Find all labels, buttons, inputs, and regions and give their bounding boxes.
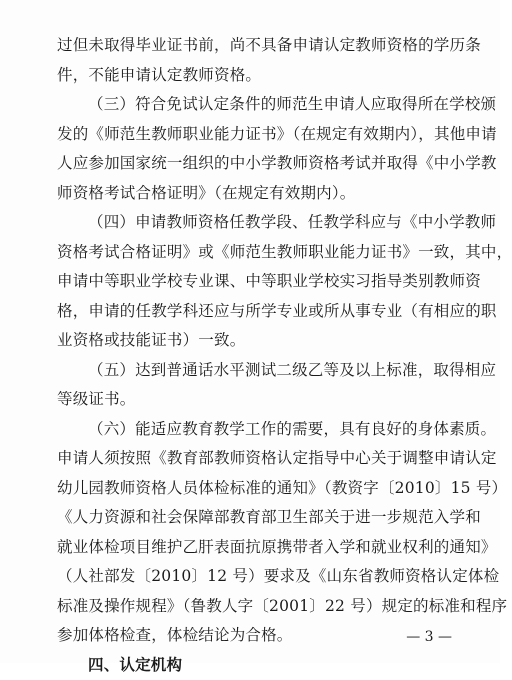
paragraph-start-line: （六）能适应教育教学工作的需要，具有良好的身体素质。 xyxy=(57,415,457,445)
text-line: 申请人须按照《教育部教师资格认定指导中心关于调整申请认定 xyxy=(57,444,457,474)
text-line: 师资格考试合格证明》（在规定有效期内）。 xyxy=(57,179,457,209)
text-line: 《人力资源和社会保障部教育部卫生部关于进一步规范入学和 xyxy=(57,503,457,533)
paragraph-start-line: （五）达到普通话水平测试二级乙等及以上标准，取得相应 xyxy=(57,356,457,386)
text-line: 等级证书。 xyxy=(57,385,457,415)
text-line: 就业体检项目维护乙肝表面抗原携带者入学和就业权利的通知》 xyxy=(57,533,457,563)
section-heading: 四、认定机构 xyxy=(57,651,457,680)
text-line: 幼儿园教师资格人员体检标准的通知》（教资字〔2010〕15 号） xyxy=(57,474,457,504)
text-line: 件，不能申请认定教师资格。 xyxy=(57,61,457,91)
text-line: 格，申请的任教学科还应与所学专业或所从事专业（有相应的职 xyxy=(57,297,457,327)
paragraph-start-line: （三）符合免试认定条件的师范生申请人应取得所在学校颁 xyxy=(57,90,457,120)
text-line: 发的《师范生教师职业能力证书》（在规定有效期内），其他申请 xyxy=(57,120,457,150)
text-line: 业资格或技能证书）一致。 xyxy=(57,326,457,356)
paragraph-start-line: （四）申请教师资格任教学段、任教学科应与《中小学教师 xyxy=(57,208,457,238)
text-line: 参加体格检查，体检结论为合格。 xyxy=(57,621,457,651)
text-line: （人社部发〔2010〕12 号）要求及《山东省教师资格认定体检 xyxy=(57,562,457,592)
page-number: — 3 — xyxy=(406,629,452,645)
text-line: 过但未取得毕业证书前，尚不具备申请认定教师资格的学历条 xyxy=(57,31,457,61)
document-body xyxy=(57,31,457,680)
text-line: 申请中等职业学校专业课、中等职业学校实习指导类别教师资 xyxy=(57,267,457,297)
text-line: 人应参加国家统一组织的中小学教师资格考试并取得《中小学教 xyxy=(57,149,457,179)
text-line: 资格考试合格证明》或《师范生教师职业能力证书》一致，其中， xyxy=(57,238,457,268)
text-line: 标准及操作规程》（鲁教人字〔2001〕22 号）规定的标准和程序 xyxy=(57,592,457,622)
